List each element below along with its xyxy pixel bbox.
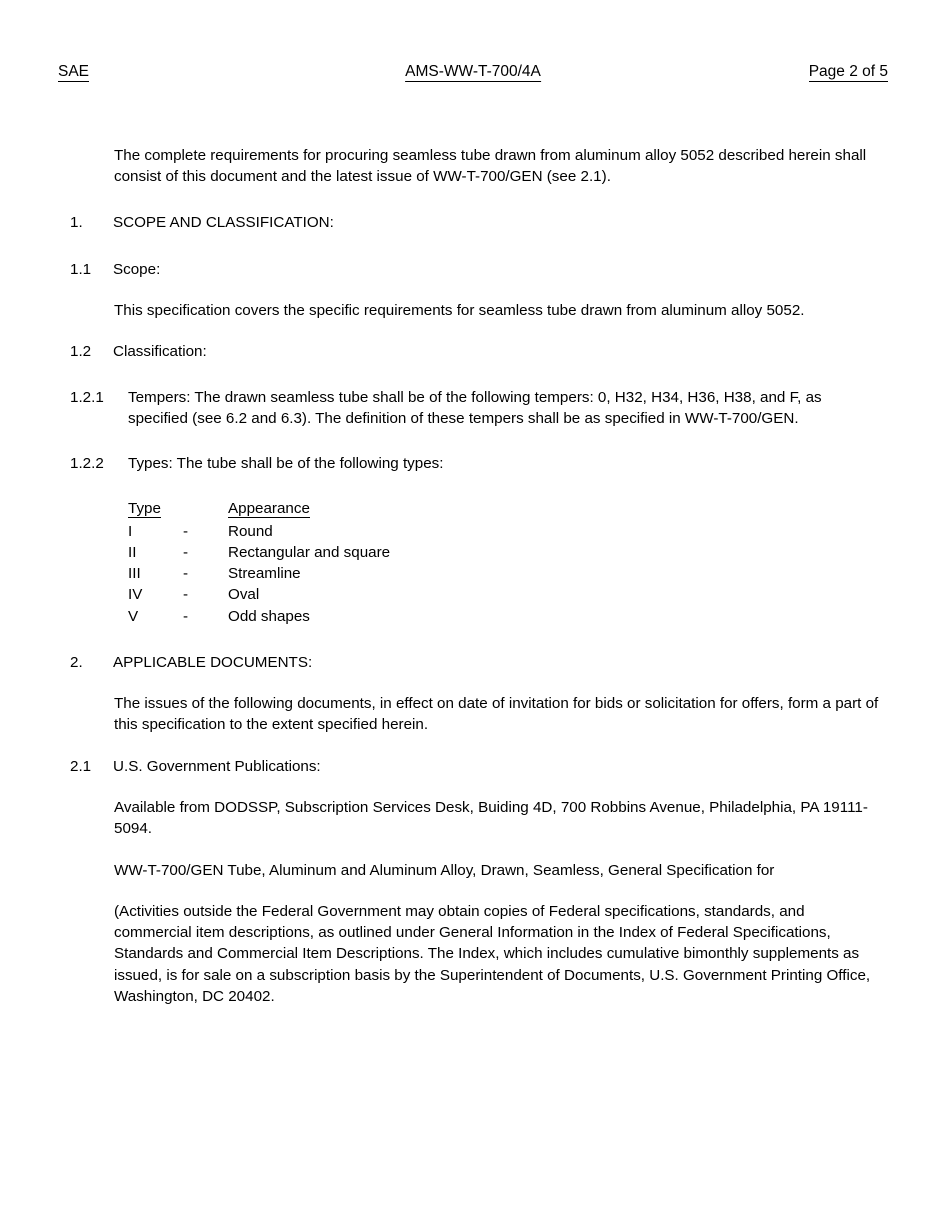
table-row [128,607,390,628]
section-1-2-number: 1.2 [70,343,92,361]
section-1-2-title: Classification: [113,343,207,361]
section-1-2-2-number: 1.2.2 [70,455,104,473]
header-organization: SAE [58,62,89,82]
section-2-1-heading [70,756,880,777]
section-1-1-number: 1.1 [70,260,92,278]
section-1-2-2-body: Types: The tube shall be of the following types: [128,455,444,473]
section-1-title: SCOPE AND CLASSIFICATION: [113,213,334,231]
section-1-2-heading [70,341,880,362]
intro-paragraph: The complete requirements for procuring seamless tube drawn from aluminum alloy 5052 described herein shall consist of this document and the latest issue of WW-T-700/GEN (see 2.1). [114,147,867,186]
section-1-heading [70,212,880,233]
document-body [70,145,880,1007]
section-1-1-body: This specification covers the specific requirements for seamless tube drawn from aluminum alloy 5052. [114,302,805,320]
cell-appearance: Odd shapes [228,607,310,625]
table-row [128,543,390,564]
cell-type: V [128,607,139,625]
table-row [128,564,390,585]
cell-type: II [128,543,137,561]
cell-type: I [128,522,133,540]
cell-appearance: Round [228,522,273,540]
publications-reference: WW-T-700/GEN Tube, Aluminum and Aluminum Alloy, Drawn, Seamless, General Specification for [114,861,775,879]
column-header-spacer [183,499,228,522]
section-1-2-1 [70,387,880,430]
section-1-2-2 [70,453,880,474]
page-header [58,62,888,85]
header-document-number: AMS-WW-T-700/4A [405,62,541,82]
cell-dash: - [183,543,189,561]
section-1-number: 1. [70,213,83,231]
cell-appearance: Oval [228,586,260,604]
cell-dash: - [183,522,189,540]
cell-dash: - [183,607,189,625]
table-row [128,522,390,543]
cell-appearance: Rectangular and square [228,543,391,561]
header-page-number: Page 2 of 5 [809,62,888,82]
section-1-2-1-body: Tempers: The drawn seamless tube shall be of the following tempers: 0, H32, H34, H36, H38, and F, as specified (see 6.2 and 6.3). The definition of these tempers shall be as specified in WW-T-700/GEN. [128,388,822,427]
section-2-number: 2. [70,653,83,671]
section-2-body: The issues of the following documents, in effect on date of invitation for bids or solicitation for offers, form a part of this specification to the extent specified herein. [114,695,879,734]
section-1-2-1-number: 1.2.1 [70,388,104,406]
column-header-appearance: Appearance [228,499,310,517]
cell-type: IV [128,586,143,604]
cell-dash: - [183,586,189,604]
column-header-type: Type [128,499,161,517]
type-appearance-table [128,499,390,628]
cell-type: III [128,565,141,583]
section-2-title: APPLICABLE DOCUMENTS: [113,653,313,671]
table-header-row [128,499,390,522]
cell-dash: - [183,565,189,583]
cell-appearance: Streamline [228,565,301,583]
section-1-1-heading [70,259,880,280]
publications-note: (Activities outside the Federal Government may obtain copies of Federal specifications, standards, and commercial item descriptions, as outlined under General Information in the Index of Federal Specifications, Standards and Commercial Item Descriptions. The Index, which includes cumulative bimonthly supplements as issued, is for sale on a subscription basis by the Superintendent of Documents, U.S. Government Printing Office, Washington, DC 20402. [114,902,871,1005]
section-1-1-title: Scope: [113,260,161,278]
table-row [128,585,390,606]
section-2-1-number: 2.1 [70,757,92,775]
section-2-heading [70,652,880,673]
publications-availability: Available from DODSSP, Subscription Services Desk, Buiding 4D, 700 Robbins Avenue, Philadelphia, PA 19111-5094. [114,798,868,838]
section-2-1-title: U.S. Government Publications: [113,757,321,775]
